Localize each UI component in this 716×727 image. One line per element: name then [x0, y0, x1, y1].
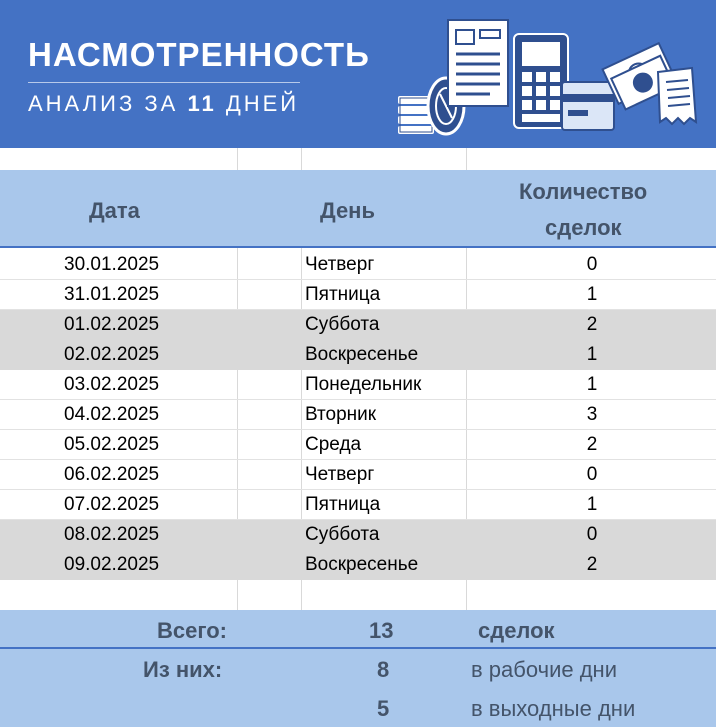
- cell-date: 07.02.2025: [64, 494, 160, 515]
- receipt-icon: [658, 68, 696, 124]
- table-header: [0, 170, 716, 248]
- calculator-icon: [514, 34, 568, 128]
- cell-date: 09.02.2025: [64, 554, 160, 575]
- table-row: [0, 460, 716, 490]
- finance-illustration: [390, 14, 710, 144]
- subtitle-number: 11: [187, 91, 217, 116]
- table-row: [0, 280, 716, 310]
- table-row: [0, 490, 716, 520]
- total-value: 13: [369, 618, 394, 643]
- table-row: [0, 550, 716, 580]
- cell-date: 03.02.2025: [64, 374, 160, 395]
- header-date: Дата: [89, 198, 140, 223]
- table-row: [0, 400, 716, 430]
- workdays-value: 8: [377, 657, 390, 682]
- table-row: [0, 340, 716, 370]
- cell-date: 01.02.2025: [64, 314, 160, 335]
- cell-day: Понедельник: [305, 374, 422, 395]
- cell-count: 0: [586, 524, 598, 545]
- cell-day: Суббота: [305, 314, 380, 335]
- cell-count: 1: [586, 374, 598, 395]
- table-row: [0, 310, 716, 340]
- cell-day: Среда: [305, 434, 362, 455]
- cell-date: 04.02.2025: [64, 404, 160, 425]
- header-count-line2: сделок: [545, 215, 622, 240]
- cell-count: 1: [586, 494, 598, 515]
- cell-day: Вторник: [305, 404, 377, 425]
- banner-title: НАСМОТРЕННОСТЬ: [28, 36, 370, 73]
- weekends-value: 5: [377, 696, 390, 721]
- cell-count: 0: [586, 464, 598, 485]
- cell-count: 2: [586, 434, 598, 455]
- banner-subtitle: [28, 91, 299, 117]
- credit-card-icon: [562, 82, 614, 130]
- cell-day: Воскресенье: [305, 554, 419, 575]
- weekends-unit: в выходные дни: [471, 696, 636, 721]
- header-day: День: [320, 198, 375, 223]
- cell-count: 1: [586, 284, 598, 305]
- breakdown-block: [0, 649, 716, 727]
- cell-count: 2: [586, 314, 598, 335]
- cell-day: Пятница: [305, 284, 381, 305]
- cell-day: Суббота: [305, 524, 380, 545]
- total-row: [0, 610, 716, 649]
- cell-count: 3: [586, 404, 598, 425]
- cell-day: Четверг: [305, 254, 375, 275]
- cell-date: 02.02.2025: [64, 344, 160, 365]
- table-row: [0, 250, 716, 280]
- cell-count: 1: [586, 344, 598, 365]
- subtitle-prefix: АНАЛИЗ ЗА: [28, 91, 188, 116]
- document-icon: [448, 20, 508, 106]
- table-row: [0, 520, 716, 550]
- table-row: [0, 370, 716, 400]
- cell-day: Воскресенье: [305, 344, 419, 365]
- cell-date: 08.02.2025: [64, 524, 160, 545]
- total-unit: сделок: [478, 618, 555, 643]
- cell-count: 0: [586, 254, 598, 275]
- header-count-line1: Количество: [519, 179, 648, 204]
- cell-day: Четверг: [305, 464, 375, 485]
- cell-day: Пятница: [305, 494, 381, 515]
- cell-date: 31.01.2025: [64, 284, 160, 305]
- of-them-label: Из них:: [143, 657, 223, 682]
- table-body: [0, 250, 716, 580]
- cell-date: 30.01.2025: [64, 254, 160, 275]
- title-banner: [0, 0, 716, 148]
- subtitle-suffix: ДНЕЙ: [216, 91, 300, 116]
- banner-divider: [28, 82, 300, 83]
- total-label: Всего:: [157, 618, 227, 643]
- cell-date: 06.02.2025: [64, 464, 160, 485]
- cell-count: 2: [586, 554, 598, 575]
- cell-date: 05.02.2025: [64, 434, 160, 455]
- table-row: [0, 430, 716, 460]
- workdays-unit: в рабочие дни: [471, 657, 617, 682]
